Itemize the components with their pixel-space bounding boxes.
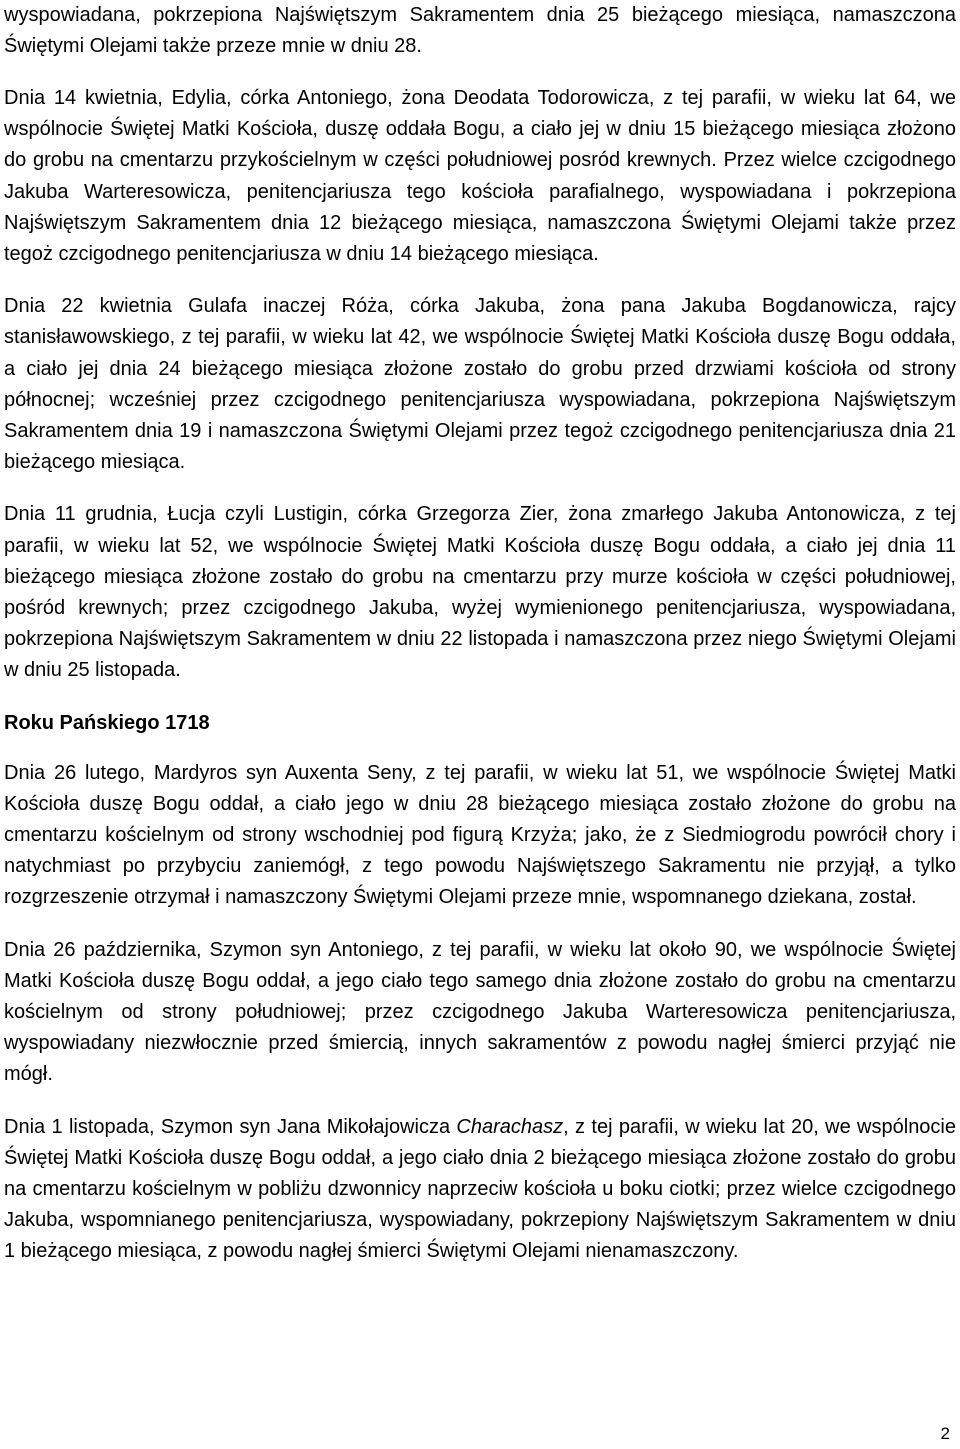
paragraph-gulafa xyxy=(4,291,956,478)
paragraph-edylia xyxy=(4,83,956,270)
paragraph-text: Dnia 1 listopada, Szymon syn Jana Mikołajowicza xyxy=(4,1115,457,1138)
paragraph-szymon-jana xyxy=(4,1112,956,1268)
page-number: 2 xyxy=(940,1424,950,1443)
paragraph-continuation xyxy=(4,0,956,62)
paragraph-text: Dnia 26 października, Szymon syn Antoniego, z tej parafii, w wieku lat około 90, we wspólnocie Świętej Matki Kościoła duszę Bogu oddał, a jego ciało tego samego dnia złożone zostało do grobu na cmentarzu kościelnym od strony południowej; przez czcigodnego Jakuba Warteresowicza penitencjariusza, wyspowiadany niezwłocznie przed śmiercią, innych sakramentów z powodu nagłej śmierci przyjąć nie mógł. xyxy=(4,938,956,1086)
paragraph-text: Dnia 26 lutego, Mardyros syn Auxenta Seny, z tej parafii, w wieku lat 51, we wspólnocie Świętej Matki Kościoła duszę Bogu oddał, a ciało jego w dniu 28 bieżącego miesiąca zostało złożone do grobu na cmentarzu kościelnym od strony wschodniej pod figurą Krzyża; jako, że z Siedmiogrodu powrócił chory i natychmiast po przybyciu zaniemógł, z tego powodu Najświętszego Sakramentu nie przyjął, a tylko rozgrzeszenie otrzymał i namaszczony Świętymi Olejami przeze mnie, wspomnanego dziekana, został. xyxy=(4,761,956,909)
paragraph-text: Dnia 11 grudnia, Łucja czyli Lustigin, córka Grzegorza Zier, żona zmarłego Jakuba Antonowicza, z tej parafii, w wieku lat 52, we wspólnocie Świętej Matki Kościoła duszę Bogu oddała, a ciało jej dnia 11 bieżącego miesiąca złożone zostało do grobu na cmentarzu przy murze kościoła w części południowej, pośród krewnych; przez czcigodnego Jakuba, wyżej wymienionego penitencjariusza, wyspowiadana, pokrzepiona Najświętszym Sakramentem w dniu 22 listopada i namaszczona przez niego Świętymi Olejami w dniu 25 listopada. xyxy=(4,503,956,682)
paragraph-lucja xyxy=(4,499,956,686)
paragraph-text-continued: Przez wielce czcigodnego Jakuba Warteresowicza, penitencjariusza tego kościoła parafialnego, wyspowiadana i pokrzepiona Najświętszym Sakramentem dnia 12 bieżącego miesiąca, namaszczona Świętymi Olejami także przez tegoż czcigodnego penitencjariusza w dniu 14 bieżącego miesiąca. xyxy=(4,149,956,265)
section-heading: Roku Pańskiego 1718 xyxy=(4,711,210,734)
paragraph-text: Dnia 14 kwietnia, Edylia, córka Antoniego, żona Deodata Todorowicza, z tej parafii, w wieku lat 64, we wspólnocie Świętej Matki Kościoła, duszę oddała Bogu, a ciało jej w dniu 15 bieżącego miesiąca złożono do grobu na cmentarzu przykościelnym w części południowej posród krewnych. xyxy=(4,86,956,172)
paragraph-text: wyspowiadana, pokrzepiona Najświętszym Sakramentem dnia 25 bieżącego miesiąca, namaszczona Świętymi Olejami także przeze mnie w dniu 28. xyxy=(4,3,956,57)
paragraph-text-continued: , z tej parafii, w wieku lat 20, we wspólnocie Świętej Matki Kościoła duszę Bogu oddał, a jego ciało dnia 2 bieżącego miesiąca złożone zostało do grobu na cmentarzu kościelnym w pobliżu dzwonnicy naprzeciw kościoła u boku ciotki; przez wielce czcigodnego Jakuba, wspomnianego penitencjariusza, wyspowiadany, pokrzepiony Najświętszym Sakramentem w dniu 1 bieżącego miesiąca, z powodu nagłej śmierci Świętymi Olejami nienamaszczony. xyxy=(4,1115,957,1263)
paragraph-text: Dnia 22 kwietnia Gulafa inaczej Róża, córka Jakuba, żona pana Jakuba Bogdanowicza, rajcy stanisławowskiego, z tej parafii, w wieku lat 42, we wspólnocie Świętej Matki Kościoła duszę Bogu oddała, a ciało jej dnia 24 bieżącego miesiąca złożone zostało do grobu przed drzwiami kościoła od strony północnej; wcześniej przez czcigodnego penitencjariusza wyspowiadana, pokrzepiona Najświętszym Sakramentem dnia 19 i namaszczona Świętymi Olejami przez tegoż czcigodnego penitencjariusza dnia 21 bieżącego miesiąca. xyxy=(4,295,956,474)
document-page xyxy=(4,0,956,1289)
italic-surname: Charachasz xyxy=(456,1115,564,1138)
paragraph-szymon-antoniego xyxy=(4,935,956,1091)
paragraph-mardyros xyxy=(4,758,956,914)
